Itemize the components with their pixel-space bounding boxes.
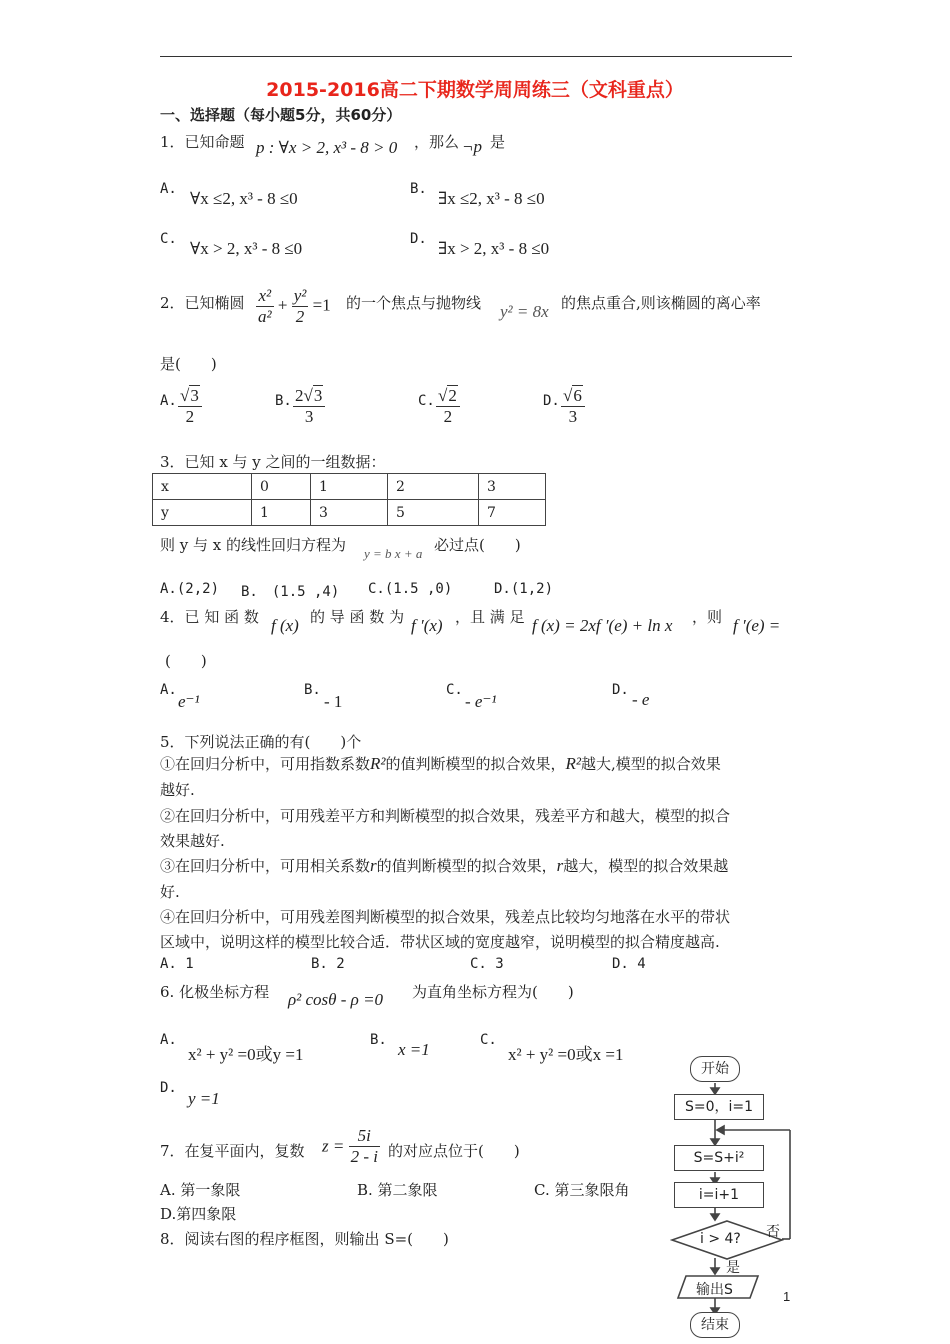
q2-option-c-label: C.	[418, 393, 435, 409]
q8-number: 8．	[160, 1230, 185, 1248]
q5-statement-2: ②在回归分析中，可用残差平方和判断模型的拟合效果，残差平方和越大，模型的拟合	[160, 807, 731, 825]
q4-option-d: - e	[632, 690, 650, 709]
q6-option-c-label: C.	[480, 1032, 497, 1048]
q1-option-a-label: A.	[160, 181, 177, 197]
table-cell: 5	[388, 500, 479, 526]
question-4	[160, 606, 259, 627]
flowchart-end: 结束	[690, 1312, 740, 1338]
q6-polar-equation: ρ² cosθ - ρ =0	[288, 990, 384, 1009]
q1-option-a: ∀x ≤2, x³ - 8 ≤0	[190, 189, 298, 208]
q2-number: 2．	[160, 294, 185, 312]
q1-proposition: p : ∀x > 2, x³ - 8 > 0	[256, 138, 398, 157]
q4-number: 4．	[160, 608, 185, 626]
q5-statement-3-cont: 好.	[160, 883, 180, 901]
data-table	[152, 473, 546, 526]
q6-option-b: x =1	[398, 1040, 430, 1059]
q5-statement-4-cont: 区域中，说明这样的模型比较合适．带状区域的宽度越窄，说明模型的拟合精度越高.	[160, 933, 720, 951]
q1-option-b-label: B.	[410, 181, 427, 197]
q3-option-b: B. (1.5 ,4)	[241, 584, 340, 600]
q1-number: 1．	[160, 133, 185, 151]
q2-end: 的焦点重合,则该椭圆的离心率	[561, 294, 761, 312]
q1-option-b: ∃x ≤2, x³ - 8 ≤0	[438, 189, 545, 208]
q4-option-b-label: B.	[304, 682, 321, 698]
question-6	[160, 981, 269, 1002]
q2-option-a-label: A.	[160, 393, 177, 409]
q7-option-d: D.第四象限	[160, 1205, 237, 1223]
q1-option-c: ∀x > 2, x³ - 8 ≤0	[190, 239, 303, 258]
header-rule	[160, 56, 792, 57]
table-cell: 0	[252, 474, 311, 500]
q4-mid3: ，则	[692, 608, 723, 626]
q4-option-c-label: C.	[446, 682, 463, 698]
q7-option-c: C. 第三象限角	[534, 1181, 630, 1199]
q3-number: 3．	[160, 453, 185, 471]
q4-option-b: - 1	[324, 692, 343, 711]
q1-mid: ，那么	[414, 133, 460, 151]
q5-option-a: A. 1	[160, 956, 194, 972]
q6-option-d: y =1	[188, 1089, 220, 1108]
q4-equation: f (x) = 2xf ′(e) + ln x	[532, 616, 673, 635]
table-cell: 7	[479, 500, 546, 526]
q4-option-c: - e⁻¹	[465, 692, 497, 711]
flowchart-init: S=0，i=1	[674, 1094, 764, 1120]
q6-option-a: x² + y² =0或y =1	[188, 1045, 304, 1064]
q1-text: 已知命题	[184, 133, 245, 151]
q7-option-b: B. 第二象限	[357, 1181, 438, 1199]
q6-end: 为直角坐标方程为( )	[412, 983, 574, 1001]
q4-option-a: e⁻¹	[178, 692, 200, 711]
page-number: 1	[783, 1289, 791, 1304]
q5-statement-4: ④在回归分析中，可用残差图判断模型的拟合效果，残差点比较均匀地落在水平的带状	[160, 908, 731, 926]
q2-option-d: $\frac{√6}{3}$	[561, 386, 585, 427]
q5-text: 下列说法正确的有( )个	[184, 733, 362, 751]
q6-option-a-label: A.	[160, 1032, 177, 1048]
q5-statement-3: ③在回归分析中，可用相关系数r的值判断模型的拟合效果，r越大，模型的拟合效果越	[160, 856, 729, 875]
q5-option-c: C. 3	[470, 956, 504, 972]
q3-line2-end: 必过点( )	[434, 536, 521, 554]
q4-mid2: ，且 满 足	[455, 608, 525, 626]
flowchart-update-s: S=S+i²	[674, 1145, 764, 1171]
question-1	[160, 131, 245, 152]
q3-option-d: D.(1,2)	[494, 581, 554, 597]
q4-target: f ′(e) =	[733, 616, 781, 635]
q5-option-d: D. 4	[612, 956, 646, 972]
q2-parabola: y² = 8x	[500, 302, 549, 321]
q2-option-b-label: B.	[275, 393, 292, 409]
q3-option-a: A.(2,2)	[160, 581, 220, 597]
q6-option-c: x² + y² =0或x =1	[508, 1045, 624, 1064]
table-cell: 1	[311, 474, 388, 500]
flowchart-yes-label: 是	[726, 1260, 740, 1276]
table-row	[153, 474, 546, 500]
q6-number: 6.	[160, 983, 175, 1001]
q4-function: f (x)	[271, 616, 299, 635]
question-2	[160, 292, 245, 313]
q1-option-d-label: D.	[410, 231, 427, 247]
q4-paren: ( )	[165, 652, 207, 670]
flowchart-output: 输出S	[696, 1282, 733, 1298]
q4-option-d-label: D.	[612, 682, 629, 698]
q1-end: 是	[490, 133, 506, 151]
q2-mid: 的一个焦点与抛物线	[346, 294, 482, 312]
q4-option-a-label: A.	[160, 682, 177, 698]
q6-option-d-label: D.	[160, 1080, 177, 1096]
question-3	[160, 451, 386, 472]
q6-option-b-label: B.	[370, 1032, 387, 1048]
q5-option-b: B. 2	[311, 956, 345, 972]
q4-text: 已 知 函 数	[184, 608, 259, 626]
q7-number: 7．	[160, 1142, 185, 1160]
table-cell: x	[153, 474, 252, 500]
q2-ellipse-equation: $\frac{\text{x²}}{\text{a²}}$ + $\frac{\text{y²}}{2}$ =1	[258, 286, 331, 326]
question-7	[160, 1140, 305, 1161]
q2-text: 已知椭圆	[184, 294, 245, 312]
q2-option-d-label: D.	[543, 393, 560, 409]
q4-mid1: 的 导 函 数 为	[310, 608, 405, 626]
flowchart-condition: i > 4?	[700, 1231, 741, 1247]
q5-statement-1: ①在回归分析中，可用指数系数R²的值判断模型的拟合效果，R²越大,模型的拟合效果	[160, 754, 721, 773]
section-heading: 一、选择题（每小题5分，共60分）	[160, 106, 402, 124]
table-row	[153, 500, 546, 526]
table-cell: 3	[311, 500, 388, 526]
flowchart-no-label: 否	[766, 1224, 780, 1240]
q1-negation: ¬p	[462, 137, 482, 156]
q2-option-c: $\frac{√2}{2}$	[436, 386, 460, 427]
q5-statement-1-cont: 越好.	[160, 781, 195, 799]
table-cell: 2	[388, 474, 479, 500]
q3-line2: 则 y 与 x 的线性回归方程为	[160, 536, 347, 554]
q3-option-c: C.(1.5 ,0)	[368, 581, 453, 597]
q3-text: 已知 x 与 y 之间的一组数据：	[184, 453, 386, 471]
flowchart-update-i: i=i+1	[674, 1182, 764, 1208]
q5-statement-2-cont: 效果越好.	[160, 832, 225, 850]
q1-option-c-label: C.	[160, 231, 177, 247]
q7-complex-number: z = $\frac{5i}{2 - i}$	[322, 1126, 378, 1166]
q6-text: 化极坐标方程	[179, 983, 270, 1001]
q8-text: 阅读右图的程序框图，则输出 S=( )	[184, 1230, 449, 1248]
q2-line2: 是( )	[160, 355, 217, 373]
q1-option-d: ∃x > 2, x³ - 8 ≤0	[438, 239, 550, 258]
q7-end: 的对应点位于( )	[388, 1142, 520, 1160]
question-5	[160, 731, 361, 752]
table-cell: 1	[252, 500, 311, 526]
q2-option-b: $\frac{2√3}{3}$	[293, 386, 325, 427]
q4-derivative: f ′(x)	[411, 616, 443, 635]
q5-number: 5．	[160, 733, 185, 751]
q7-option-a: A. 第一象限	[160, 1181, 241, 1199]
question-8	[160, 1228, 449, 1249]
q7-text: 在复平面内，复数	[184, 1142, 305, 1160]
page-title: 2015-2016高二下期数学周周练三（文科重点）	[266, 79, 684, 101]
table-cell: y	[153, 500, 252, 526]
q3-regression-equation: y = b x + a	[364, 546, 423, 561]
q2-option-a: $\frac{√3}{2}$	[178, 386, 202, 427]
flowchart-start: 开始	[690, 1056, 740, 1082]
table-cell: 3	[479, 474, 546, 500]
